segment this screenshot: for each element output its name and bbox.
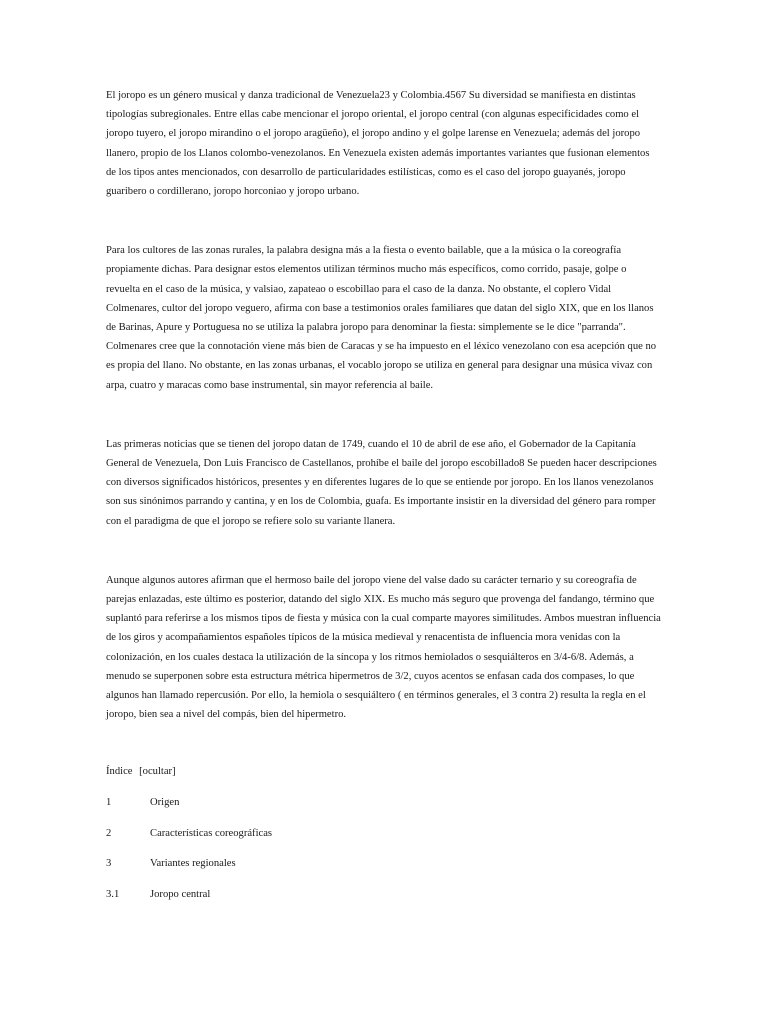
toc-header [106, 762, 661, 781]
toc-item-number: 1 [106, 797, 112, 809]
toc-item-variantes[interactable] [106, 854, 661, 873]
paragraph-intro: El joropo es un género musical y danza tradicional de Venezuela23 y Colombia.4567 Su diversidad se manifiesta en distintas tipologías subregionales. Entre ellas cabe mencionar el joropo oriental, el joropo central (con algunas especificidades como el joropo tuyero, el joropo mirandino o el joropo aragüeño), el joropo andino y el golpe larense en Venezuela; además del joropo llanero, propio de los Llanos colombo-venezolanos. En Venezuela existen además importantes variantes que fusionan elementos de los tipos antes mencionados, con desarrollo de particularidades estilísticas, como es el caso del joropo guayanés, joropo guaribero o cordillerano, joropo horconiao y joropo urbano. [106, 90, 650, 198]
toc-item-label: Variantes regionales [150, 858, 236, 870]
document-page [106, 86, 661, 915]
toc-item-number: 3.1 [106, 888, 120, 900]
toc-item-label: Características coreográficas [150, 827, 273, 839]
toc-item-number: 2 [106, 827, 112, 839]
toc-list [106, 793, 661, 904]
paragraph-history: Las primeras noticias que se tienen del joropo datan de 1749, cuando el 10 de abril de ese año, el Gobernador de la Capitanía General de Venezuela, Don Luis Francisco de Castellanos, prohíbe el baile del joropo escobillado8 Se pueden hacer descripciones con diversos significados históricos, presentes y en diferentes lugares de lo que se entiende por joropo. En los llanos venezolanos son sus sinónimos parrando y cantina, y en los de Colombia, guafa. Es importante insistir en la diversidad del género para romper con el paradigma de que el joropo se refiere solo su variante llanera. [106, 438, 657, 527]
toc-item-label: Origen [150, 797, 180, 809]
paragraph-origin: Aunque algunos autores afirman que el hermoso baile del joropo viene del valse dado su carácter ternario y su coreografía de parejas enlazadas, este último es posterior, datando del siglo XIX. Es mucho más seguro que provenga del fandango, término que suplantó para referirse a los mismos tipos de fiesta y música con la cual comparte mayores similitudes. Ambos muestran influencia de los giros y acompañamientos españoles típicos de la música medieval y renacentista de influencia mora venidas con la colonización, en los cuales destaca la utilización de la síncopa y los ritmos hemiolados o sesquiálteros en 3/4-6/8. Además, a menudo se superponen sobre esta estructura métrica hipermetros de 3/2, cuyos acentos se enfasan cada dos compases, lo que algunos han llamado repercusión. Por ello, la hemiola o sesquiáltero ( en términos generales, el 3 contra 2) resulta la regla en el joropo, bien sea a nivel del compás, bien del hipermetro. [106, 574, 661, 721]
toc-item-caracteristicas[interactable] [106, 824, 661, 843]
table-of-contents [106, 762, 661, 904]
toc-item-label: Joropo central [150, 888, 211, 900]
toc-item-origen[interactable] [106, 793, 661, 812]
toc-item-number: 3 [106, 858, 112, 870]
paragraph-rural-usage: Para los cultores de las zonas rurales, la palabra designa más a la fiesta o evento bailable, que a la música o la coreografía propiamente dichas. Para designar estos elementos utilizan términos mucho más específicos, como corrido, pasaje, golpe o revuelta en el caso de la música, y valsiao, zapateao o escobillao para el caso de la danza. No obstante, el coplero Vidal Colmenares, cultor del joropo veguero, afirma con base a testimonios orales familiares que datan del siglo XIX, que en los llanos de Barinas, Apure y Portuguesa no se utiliza la palabra joropo para denominar la fiesta: simplemente se le dice "parranda". Colmenares cree que la connotación viene más bien de Caracas y se ha impuesto en el léxico venezolano con esa acepción que no es propia del llano. No obstante, en las zonas urbanas, el vocablo joropo se utiliza en general para designar una música vivaz con arpa, cuatro y maracas como base instrumental, sin mayor referencia al baile. [106, 245, 657, 391]
toc-item-joropo-central[interactable] [106, 885, 661, 904]
toc-title: Índice [106, 766, 133, 778]
toc-toggle-link[interactable]: [ocultar] [139, 766, 176, 778]
